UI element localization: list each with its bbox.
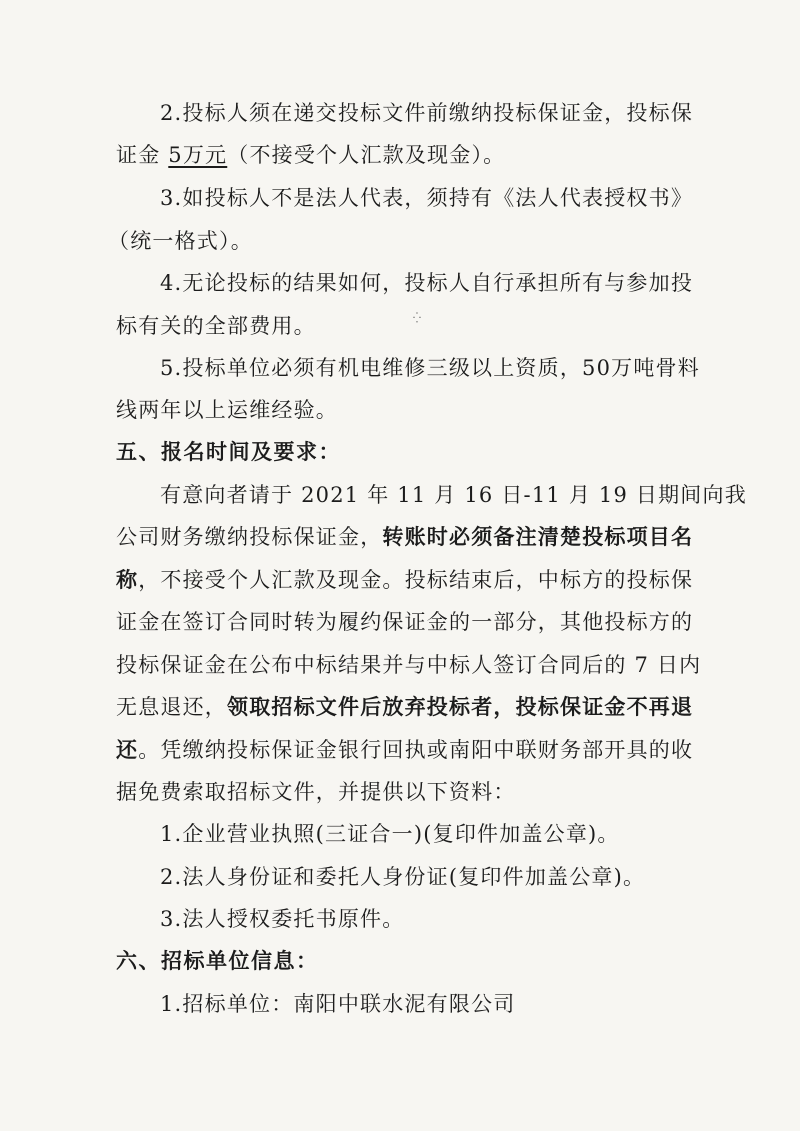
material-item-3: 3.法人授权委托书原件。 <box>160 907 405 931</box>
material-item-2: 2.法人身份证和委托人身份证(复印件加盖公章)。 <box>160 865 646 889</box>
section5-line3-normal: ，不接受个人汇款及现金。投标结束后，中标方的投标保 <box>138 568 694 592</box>
section5-line5: 投标保证金在公布中标结果并与中标人签订合同后的 7 日内 <box>116 653 702 677</box>
section6-unit: 1.招标单位：南阳中联水泥有限公司 <box>160 992 516 1016</box>
section5-line4: 证金在签订合同时转为履约保证金的一部分，其他投标方的 <box>116 610 694 634</box>
item4-line1: 4.无论投标的结果如何，投标人自行承担所有与参加投 <box>160 271 694 295</box>
section5-line6-bold: 领取招标文件后放弃投标者，投标保证金不再退 <box>227 694 694 719</box>
section5-line8: 据免费索取招标文件，并提供以下资料： <box>116 780 516 804</box>
section5-line1: 有意向者请于 2021 年 11 月 16 日-11 月 19 日期间向我 <box>160 483 747 507</box>
scan-speck: ⁛ <box>413 313 421 324</box>
item5-line1: 5.投标单位必须有机电维修三级以上资质，50万吨骨料 <box>160 356 700 380</box>
item2-line2-prefix: 证金 <box>116 143 169 167</box>
item4-line2: 标有关的全部费用。 <box>116 314 316 338</box>
section5-line7 <box>116 735 693 765</box>
section5-heading: 五、报名时间及要求： <box>116 440 341 464</box>
deposit-amount: 5万元 <box>168 143 228 167</box>
item3-line1: 3.如投标人不是法人代表，须持有《法人代表授权书》 <box>160 186 694 210</box>
item2-line2-suffix: （不接受个人汇款及现金）。 <box>227 143 506 167</box>
section5-line2 <box>116 522 693 552</box>
item2-line1: 2.投标人须在递交投标文件前缴纳投标保证金，投标保 <box>160 101 694 125</box>
section5-line7-normal: 。凭缴纳投标保证金银行回执或南阳中联财务部开具的收 <box>138 738 694 762</box>
section5-line6 <box>116 692 693 722</box>
item2-line2 <box>116 140 505 170</box>
section5-line2-normal: 公司财务缴纳投标保证金， <box>116 525 383 549</box>
section5-line3 <box>116 565 693 595</box>
section5-line3-bold: 称 <box>116 567 139 592</box>
section5-line7-bold: 还 <box>116 737 139 762</box>
item5-line2: 线两年以上运维经验。 <box>116 398 338 422</box>
section5-line6-normal: 无息退还， <box>116 695 227 719</box>
section5-line2-bold: 转账时必须备注清楚投标项目名 <box>382 524 694 549</box>
section6-heading: 六、招标单位信息： <box>116 949 319 973</box>
item3-line2: （统一格式）。 <box>108 229 253 253</box>
material-item-1: 1.企业营业执照(三证合一)(复印件加盖公章)。 <box>160 822 620 846</box>
